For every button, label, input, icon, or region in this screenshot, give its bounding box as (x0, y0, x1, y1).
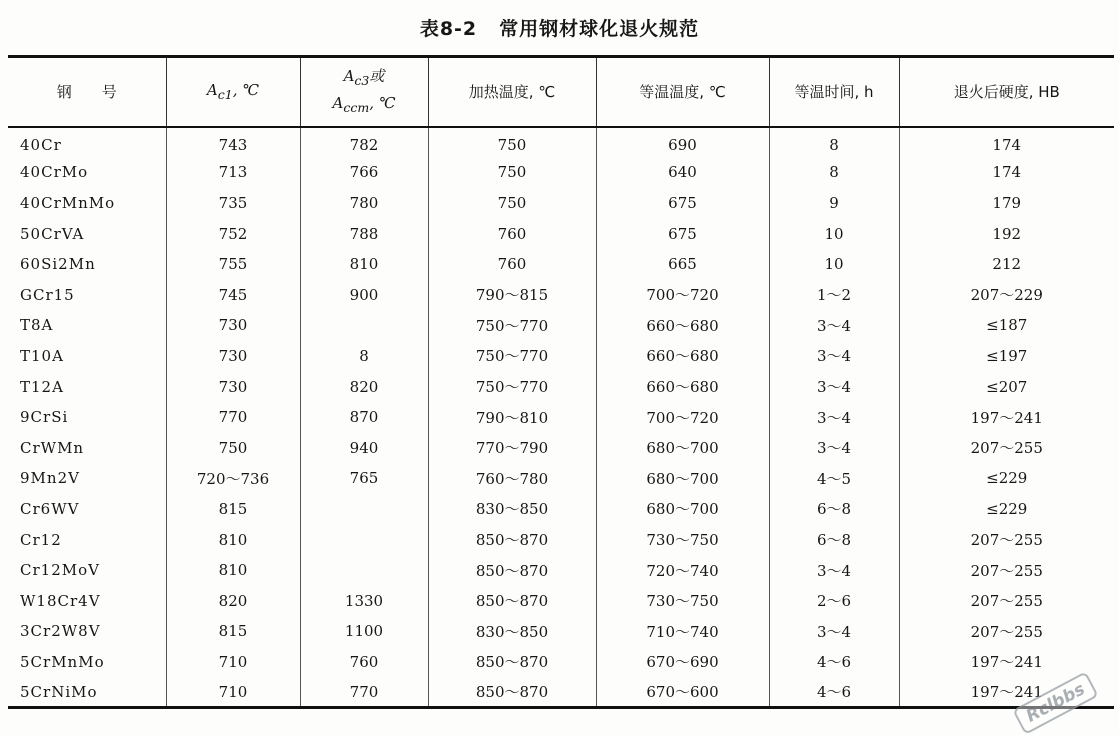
cell-heating-temp: 790～810 (428, 402, 596, 433)
table-row (8, 647, 1114, 678)
table-caption: 常用钢材球化退火规范 (499, 18, 700, 40)
cell-isothermal-time: 8 (769, 127, 899, 158)
cell-ac1: 815 (166, 616, 300, 647)
cell-heating-temp: 850～870 (428, 647, 596, 678)
cell-steel-grade: 3Cr2W8V (20, 622, 101, 641)
cell-isothermal-time: 1～2 (769, 279, 899, 310)
cell-hardness: ≤187 (899, 310, 1114, 341)
cell-heating-temp: 760 (428, 218, 596, 249)
cell-steel-grade: Cr6WV (20, 499, 80, 518)
cell-steel-grade: CrWMn (20, 438, 85, 457)
cell-heating-temp: 830～850 (428, 494, 596, 525)
cell-hardness: 207～229 (899, 279, 1114, 310)
header-ac3: $A_{c3}$或 $A_{ccm}$, ℃ (300, 57, 428, 127)
cell-hardness: 197～241 (899, 647, 1114, 678)
header-ac1: $A_{c1}$, ℃ (166, 57, 300, 127)
cell-heating-temp: 750 (428, 127, 596, 158)
annealing-table (8, 55, 1114, 709)
cell-isothermal-temp: 680～700 (596, 494, 769, 525)
cell-steel-grade: Cr12MoV (20, 561, 100, 580)
cell-isothermal-temp: 680～700 (596, 463, 769, 494)
cell-steel-grade: 9Mn2V (20, 469, 80, 488)
cell-isothermal-time: 3～4 (769, 432, 899, 463)
cell-hardness: 207～255 (899, 555, 1114, 586)
cell-isothermal-temp: 680～700 (596, 432, 769, 463)
cell-ac3: 770 (300, 677, 428, 708)
cell-ac3: 782 (300, 127, 428, 158)
cell-isothermal-temp: 675 (596, 218, 769, 249)
cell-ac3: 1100 (300, 616, 428, 647)
cell-heating-temp: 750 (428, 188, 596, 219)
header-isothermal-temp: 等温温度, ℃ (596, 57, 769, 127)
cell-ac1: 730 (166, 310, 300, 341)
cell-isothermal-time: 10 (769, 249, 899, 280)
cell-isothermal-temp: 730～750 (596, 585, 769, 616)
cell-isothermal-temp: 675 (596, 188, 769, 219)
cell-ac1: 810 (166, 524, 300, 555)
table-row (8, 310, 1114, 341)
cell-ac3: 1330 (300, 585, 428, 616)
table-row (8, 188, 1114, 219)
cell-ac3: 760 (300, 647, 428, 678)
cell-ac3: 788 (300, 218, 428, 249)
cell-isothermal-time: 6～8 (769, 524, 899, 555)
cell-heating-temp: 750～770 (428, 341, 596, 372)
table-row (8, 402, 1114, 433)
cell-ac1: 730 (166, 371, 300, 402)
table-row (8, 218, 1114, 249)
cell-isothermal-time: 4～6 (769, 677, 899, 708)
cell-isothermal-time: 4～6 (769, 647, 899, 678)
cell-steel-grade: 5CrMnMo (20, 652, 105, 671)
cell-heating-temp: 750～770 (428, 310, 596, 341)
cell-isothermal-temp: 700～720 (596, 402, 769, 433)
cell-ac3: 810 (300, 249, 428, 280)
cell-heating-temp: 850～870 (428, 524, 596, 555)
cell-ac1: 750 (166, 432, 300, 463)
cell-isothermal-time: 10 (769, 218, 899, 249)
cell-ac1: 810 (166, 555, 300, 586)
table-row (8, 585, 1114, 616)
cell-ac3 (300, 555, 428, 586)
header-heating-temp: 加热温度, ℃ (428, 57, 596, 127)
cell-ac1: 713 (166, 157, 300, 188)
cell-steel-grade: Cr12 (20, 530, 62, 549)
table-row (8, 432, 1114, 463)
cell-heating-temp: 760 (428, 249, 596, 280)
cell-heating-temp: 850～870 (428, 555, 596, 586)
cell-ac1: 710 (166, 647, 300, 678)
cell-isothermal-temp: 700～720 (596, 279, 769, 310)
cell-isothermal-time: 4～5 (769, 463, 899, 494)
cell-isothermal-temp: 660～680 (596, 310, 769, 341)
table-row (8, 677, 1114, 708)
cell-hardness: 207～255 (899, 616, 1114, 647)
cell-hardness: 192 (899, 218, 1114, 249)
table-title (0, 14, 1119, 41)
cell-ac1: 752 (166, 218, 300, 249)
cell-steel-grade: T10A (20, 346, 64, 365)
cell-ac1: 730 (166, 341, 300, 372)
header-isothermal-time: 等温时间, h (769, 57, 899, 127)
cell-hardness: 197～241 (899, 677, 1114, 708)
cell-steel-grade: 40CrMo (20, 163, 89, 182)
cell-hardness: 197～241 (899, 402, 1114, 433)
cell-hardness: 207～255 (899, 432, 1114, 463)
cell-isothermal-time: 3～4 (769, 555, 899, 586)
cell-isothermal-time: 3～4 (769, 616, 899, 647)
cell-ac3 (300, 310, 428, 341)
header-steel: 钢 号 (56, 83, 117, 102)
cell-ac1: 820 (166, 585, 300, 616)
cell-steel-grade: W18Cr4V (20, 591, 101, 610)
cell-isothermal-temp: 660～680 (596, 371, 769, 402)
table-row (8, 341, 1114, 372)
cell-ac1: 815 (166, 494, 300, 525)
cell-hardness: ≤229 (899, 463, 1114, 494)
table-row (8, 279, 1114, 310)
cell-hardness: 179 (899, 188, 1114, 219)
cell-ac1: 735 (166, 188, 300, 219)
cell-steel-grade: 5CrNiMo (20, 682, 98, 701)
cell-isothermal-time: 3～4 (769, 341, 899, 372)
cell-isothermal-temp: 640 (596, 157, 769, 188)
cell-ac1: 743 (166, 127, 300, 158)
cell-heating-temp: 850～870 (428, 677, 596, 708)
table-row (8, 524, 1114, 555)
cell-isothermal-time: 3～4 (769, 402, 899, 433)
cell-steel-grade: 9CrSi (20, 408, 69, 427)
cell-ac1: 710 (166, 677, 300, 708)
cell-isothermal-temp: 690 (596, 127, 769, 158)
cell-hardness: 174 (899, 127, 1114, 158)
cell-isothermal-temp: 665 (596, 249, 769, 280)
cell-heating-temp: 850～870 (428, 585, 596, 616)
cell-ac3: 940 (300, 432, 428, 463)
header-hardness: 退火后硬度, HB (899, 57, 1114, 127)
cell-heating-temp: 830～850 (428, 616, 596, 647)
cell-ac3: 820 (300, 371, 428, 402)
cell-steel-grade: 50CrVA (20, 224, 85, 243)
cell-steel-grade: T12A (20, 377, 64, 396)
cell-hardness: 174 (899, 157, 1114, 188)
cell-ac3 (300, 524, 428, 555)
table-row (8, 494, 1114, 525)
cell-hardness: 207～255 (899, 585, 1114, 616)
cell-hardness: 212 (899, 249, 1114, 280)
table-row (8, 616, 1114, 647)
cell-isothermal-temp: 720～740 (596, 555, 769, 586)
cell-steel-grade: 60Si2Mn (20, 255, 96, 274)
watermark-logo: Rclbbs (1012, 671, 1099, 735)
table-row (8, 371, 1114, 402)
cell-ac1: 720～736 (166, 463, 300, 494)
cell-isothermal-time: 6～8 (769, 494, 899, 525)
cell-heating-temp: 770～790 (428, 432, 596, 463)
cell-heating-temp: 750～770 (428, 371, 596, 402)
cell-isothermal-temp: 670～690 (596, 647, 769, 678)
cell-isothermal-temp: 660～680 (596, 341, 769, 372)
cell-isothermal-temp: 670～600 (596, 677, 769, 708)
table-row (8, 249, 1114, 280)
cell-steel-grade: T8A (20, 316, 54, 335)
cell-hardness: ≤197 (899, 341, 1114, 372)
cell-steel-grade: 40CrMnMo (20, 193, 116, 212)
cell-ac3: 8 (300, 341, 428, 372)
cell-heating-temp: 750 (428, 157, 596, 188)
cell-ac3: 780 (300, 188, 428, 219)
cell-ac1: 755 (166, 249, 300, 280)
cell-hardness: ≤207 (899, 371, 1114, 402)
cell-heating-temp: 790～815 (428, 279, 596, 310)
cell-steel-grade: 40Cr (20, 136, 62, 155)
cell-ac1: 770 (166, 402, 300, 433)
table-number: 表8-2 (419, 18, 478, 40)
cell-isothermal-time: 2～6 (769, 585, 899, 616)
cell-hardness: ≤229 (899, 494, 1114, 525)
cell-ac3: 766 (300, 157, 428, 188)
cell-isothermal-time: 3～4 (769, 310, 899, 341)
cell-ac3: 900 (300, 279, 428, 310)
cell-hardness: 207～255 (899, 524, 1114, 555)
cell-heating-temp: 760～780 (428, 463, 596, 494)
cell-ac3: 765 (300, 463, 428, 494)
table-row (8, 555, 1114, 586)
cell-ac1: 745 (166, 279, 300, 310)
cell-isothermal-time: 8 (769, 157, 899, 188)
cell-steel-grade: GCr15 (20, 285, 75, 304)
cell-isothermal-temp: 730～750 (596, 524, 769, 555)
table-row (8, 127, 1114, 158)
cell-ac3: 870 (300, 402, 428, 433)
header-row (8, 57, 1114, 127)
cell-isothermal-time: 3～4 (769, 371, 899, 402)
cell-isothermal-temp: 710～740 (596, 616, 769, 647)
table-row (8, 463, 1114, 494)
cell-isothermal-time: 9 (769, 188, 899, 219)
cell-ac3 (300, 494, 428, 525)
table-row (8, 157, 1114, 188)
